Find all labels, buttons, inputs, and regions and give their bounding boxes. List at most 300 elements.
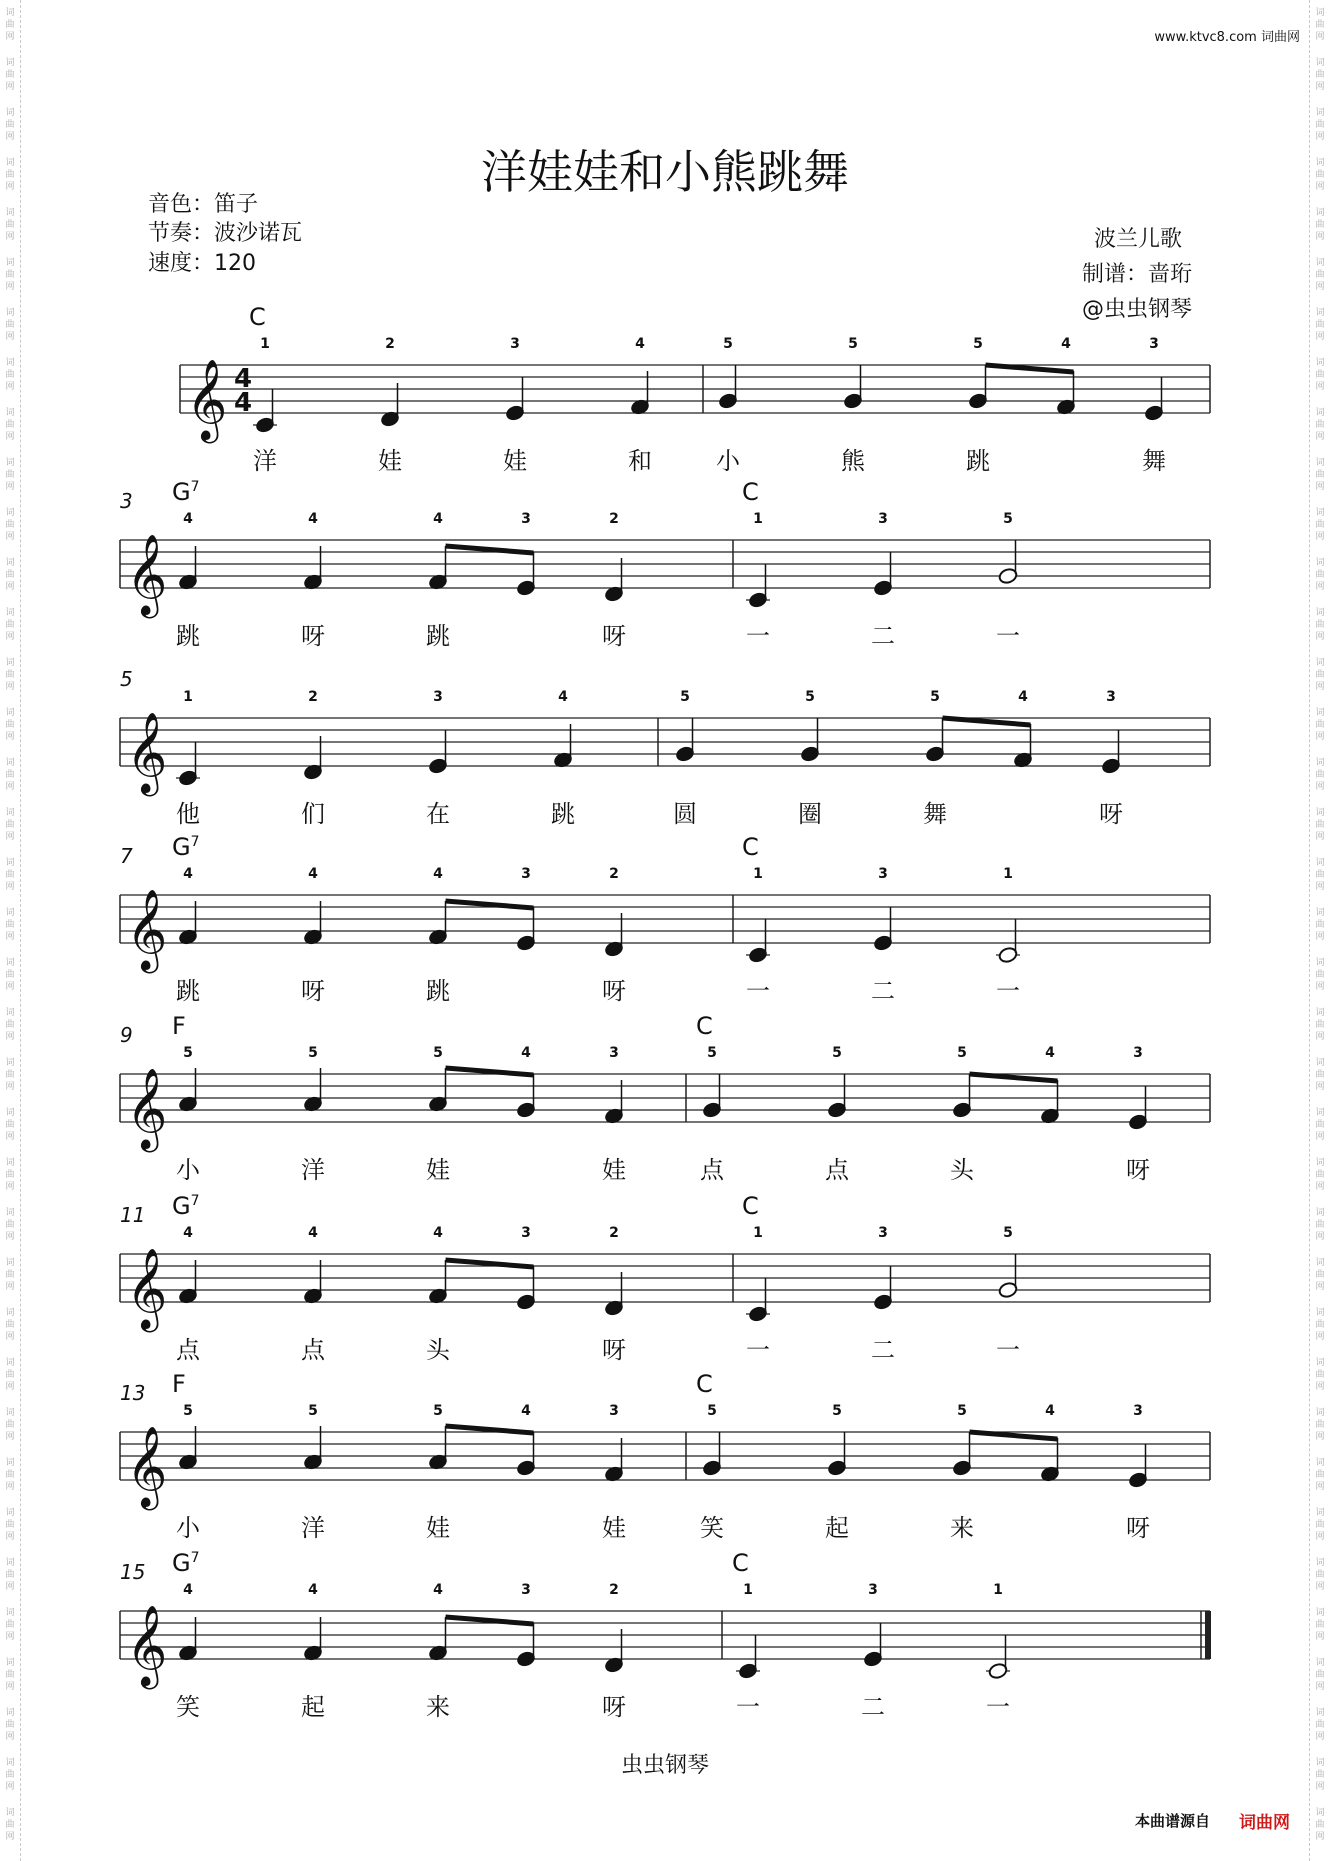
jianpu-number: 3: [1133, 1045, 1143, 1061]
watermark-glyph: 词: [5, 358, 15, 368]
watermark-glyph: 网: [5, 132, 15, 142]
watermark-glyph: 词: [1315, 608, 1325, 618]
measure-number: 3: [120, 489, 133, 513]
watermark-glyph: 网: [5, 882, 15, 892]
watermark-glyph: 曲: [1315, 1120, 1325, 1130]
note-beam: [970, 1432, 1058, 1439]
timbre-info: 音色：笛子: [148, 192, 259, 217]
chord-symbol: F: [172, 1370, 186, 1398]
watermark-glyph: 网: [1315, 982, 1325, 992]
jianpu-number: 5: [957, 1403, 967, 1419]
watermark-glyph: 曲: [5, 1220, 15, 1230]
chord-symbol: F: [172, 1012, 186, 1040]
watermark-glyph: 网: [1315, 532, 1325, 542]
watermark-glyph: 词: [1315, 308, 1325, 318]
watermark-glyph: 词: [5, 108, 15, 118]
jianpu-number: 1: [1003, 866, 1013, 882]
lyric-syllable: 跳: [966, 447, 990, 475]
lyric-syllable: 娃: [503, 447, 527, 475]
watermark-glyph: 网: [1315, 582, 1325, 592]
watermark-glyph: 词: [1315, 1058, 1325, 1068]
chord-symbol: C: [732, 1549, 749, 1577]
watermark-glyph: 曲: [1315, 1070, 1325, 1080]
watermark-glyph: 曲: [1315, 270, 1325, 280]
site-name[interactable]: 词曲网: [1260, 30, 1300, 45]
jianpu-number: 3: [1149, 336, 1159, 352]
watermark-glyph: 曲: [1315, 1420, 1325, 1430]
watermark-glyph: 词: [5, 1608, 15, 1618]
watermark-glyph: 网: [5, 632, 15, 642]
watermark-glyph: 词: [1315, 708, 1325, 718]
jianpu-number: 4: [1045, 1403, 1055, 1419]
measure-number: 5: [120, 667, 133, 691]
jianpu-number: 4: [1045, 1045, 1055, 1061]
watermark-glyph: 词: [1315, 1808, 1325, 1818]
watermark-glyph: 词: [1315, 508, 1325, 518]
watermark-glyph: 网: [1315, 1682, 1325, 1692]
watermark-glyph: 词: [1315, 1358, 1325, 1368]
jianpu-number: 2: [385, 336, 395, 352]
watermark-glyph: 词: [1315, 208, 1325, 218]
lyric-syllable: 呀: [301, 977, 325, 1005]
watermark-glyph: 词: [1315, 558, 1325, 568]
watermark-glyph: 网: [5, 82, 15, 92]
treble-clef: 𝄞: [126, 1425, 168, 1507]
lyric-syllable: 点: [301, 1336, 325, 1364]
staff-system: [120, 1549, 1211, 1721]
watermark-glyph: 网: [5, 582, 15, 592]
watermark-glyph: 网: [1315, 632, 1325, 642]
staff-system: [120, 1012, 1210, 1184]
watermark-glyph: 词: [5, 1708, 15, 1718]
watermark-glyph: 网: [5, 1682, 15, 1692]
note-beam: [986, 365, 1074, 372]
lyric-syllable: 起: [825, 1514, 849, 1542]
watermark-glyph: 曲: [5, 1070, 15, 1080]
watermark-glyph: 网: [1315, 482, 1325, 492]
watermark-glyph: 词: [1315, 1208, 1325, 1218]
watermark-glyph: 曲: [1315, 620, 1325, 630]
watermark-glyph: 网: [5, 932, 15, 942]
jianpu-number: 5: [433, 1403, 443, 1419]
watermark-glyph: 曲: [1315, 720, 1325, 730]
watermark-glyph: 曲: [1315, 1820, 1325, 1830]
watermark-glyph: 曲: [1315, 20, 1325, 30]
treble-clef: 𝄞: [126, 1604, 168, 1686]
watermark-glyph: 曲: [1315, 70, 1325, 80]
jianpu-number: 2: [609, 1582, 619, 1598]
jianpu-number: 5: [805, 689, 815, 705]
jianpu-number: 4: [433, 1582, 443, 1598]
jianpu-number: 1: [743, 1582, 753, 1598]
watermark-glyph: 曲: [5, 1170, 15, 1180]
lyric-syllable: 娃: [378, 447, 402, 475]
time-signature-bottom: 4: [234, 388, 253, 418]
watermark-glyph: 词: [5, 458, 15, 468]
lyric-syllable: 头: [426, 1336, 450, 1364]
watermark-glyph: 词: [5, 1108, 15, 1118]
watermark-glyph: 网: [1315, 782, 1325, 792]
watermark-glyph: 词: [5, 258, 15, 268]
watermark-glyph: 网: [1315, 1382, 1325, 1392]
lyric-syllable: 小: [716, 447, 740, 475]
watermark-glyph: 词: [5, 858, 15, 868]
watermark-glyph: 词: [5, 1658, 15, 1668]
watermark-glyph: 词: [1315, 1308, 1325, 1318]
watermark-glyph: 曲: [1315, 470, 1325, 480]
watermark-glyph: 曲: [5, 770, 15, 780]
jianpu-number: 5: [433, 1045, 443, 1061]
watermark-glyph: 词: [5, 1008, 15, 1018]
lyric-syllable: 在: [426, 800, 450, 828]
watermark-glyph: 网: [1315, 1182, 1325, 1192]
lyric-syllable: 洋: [301, 1514, 325, 1542]
jianpu-number: 4: [1061, 336, 1071, 352]
watermark-glyph: 词: [5, 608, 15, 618]
watermark-glyph: 曲: [1315, 1470, 1325, 1480]
watermark-glyph: 网: [5, 1432, 15, 1442]
chord-symbol: C: [742, 1192, 759, 1220]
watermark-glyph: 网: [5, 1332, 15, 1342]
watermark-glyph: 词: [1315, 358, 1325, 368]
lyric-syllable: 跳: [176, 622, 200, 650]
watermark-glyph: 曲: [5, 1770, 15, 1780]
treble-clef: 𝄞: [186, 358, 228, 440]
watermark-glyph: 网: [1315, 1732, 1325, 1742]
watermark-glyph: 词: [5, 1408, 15, 1418]
jianpu-number: 5: [832, 1403, 842, 1419]
jianpu-number: 3: [521, 1225, 531, 1241]
lyric-syllable: 圈: [798, 800, 822, 828]
jianpu-number: 5: [848, 336, 858, 352]
jianpu-number: 3: [433, 689, 443, 705]
watermark-glyph: 网: [5, 232, 15, 242]
watermark-glyph: 曲: [1315, 1370, 1325, 1380]
watermark-glyph: 网: [1315, 1332, 1325, 1342]
lyric-syllable: 一: [736, 1693, 760, 1721]
watermark-glyph: 网: [1315, 132, 1325, 142]
watermark-glyph: 词: [5, 508, 15, 518]
lyric-syllable: 洋: [301, 1156, 325, 1184]
watermark-glyph: 曲: [5, 1670, 15, 1680]
chord-symbol: C: [249, 303, 266, 331]
watermark-glyph: 曲: [5, 170, 15, 180]
watermark-glyph: 词: [5, 1808, 15, 1818]
jianpu-number: 1: [183, 689, 193, 705]
lyric-syllable: 娃: [426, 1514, 450, 1542]
measure-number: 11: [120, 1203, 146, 1227]
watermark-glyph: 网: [5, 832, 15, 842]
watermark-glyph: 网: [1315, 732, 1325, 742]
watermark-glyph: 曲: [5, 570, 15, 580]
jianpu-number: 2: [609, 511, 619, 527]
watermark-glyph: 网: [5, 1532, 15, 1542]
watermark-glyph: 词: [5, 1758, 15, 1768]
chord-symbol: $G^7$: [172, 478, 200, 506]
treble-clef: 𝄞: [126, 533, 168, 615]
staff-system: [120, 833, 1210, 1005]
watermark-glyph: 曲: [1315, 1170, 1325, 1180]
watermark-glyph: 网: [1315, 32, 1325, 42]
lyric-syllable: 呀: [1099, 800, 1123, 828]
lyric-syllable: 呀: [602, 622, 626, 650]
watermark-glyph: 曲: [5, 1620, 15, 1630]
watermark-glyph: 曲: [5, 70, 15, 80]
watermark-glyph: 网: [1315, 182, 1325, 192]
watermark-glyph: 网: [5, 482, 15, 492]
jianpu-number: 5: [183, 1403, 193, 1419]
lyric-syllable: 他: [176, 800, 200, 828]
site-url[interactable]: www.ktvc8.com: [1154, 30, 1257, 45]
watermark-glyph: 词: [1315, 58, 1325, 68]
lyric-syllable: 点: [700, 1156, 724, 1184]
watermark-glyph: 词: [5, 658, 15, 668]
lyric-syllable: 跳: [551, 800, 575, 828]
jianpu-number: 5: [680, 689, 690, 705]
lyric-syllable: 呀: [602, 1693, 626, 1721]
watermark-glyph: 网: [5, 1582, 15, 1592]
watermark-glyph: 曲: [5, 1570, 15, 1580]
lyric-syllable: 笑: [176, 1693, 200, 1721]
watermark-glyph: 网: [1315, 1082, 1325, 1092]
watermark-glyph: 网: [5, 1082, 15, 1092]
lyric-syllable: 娃: [602, 1156, 626, 1184]
jianpu-number: 3: [868, 1582, 878, 1598]
watermark-glyph: 曲: [5, 1820, 15, 1830]
lyric-syllable: 一: [996, 622, 1020, 650]
watermark-glyph: 词: [1315, 1608, 1325, 1618]
watermark-glyph: 曲: [5, 920, 15, 930]
watermark-glyph: 词: [5, 1558, 15, 1568]
watermark-glyph: 网: [1315, 1632, 1325, 1642]
watermark-glyph: 网: [5, 1732, 15, 1742]
watermark-glyph: 曲: [5, 620, 15, 630]
watermark-glyph: 曲: [1315, 1520, 1325, 1530]
watermark-glyph: 网: [1315, 1432, 1325, 1442]
watermark-glyph: 词: [5, 1258, 15, 1268]
lyric-syllable: 二: [871, 977, 895, 1005]
jianpu-number: 5: [1003, 511, 1013, 527]
lyric-syllable: 来: [426, 1693, 450, 1721]
watermark-glyph: 曲: [5, 1020, 15, 1030]
jianpu-number: 5: [183, 1045, 193, 1061]
watermark-glyph: 网: [5, 1832, 15, 1842]
watermark-glyph: 曲: [5, 270, 15, 280]
lyric-syllable: 点: [825, 1156, 849, 1184]
footer-brand: 虫虫钢琴: [620, 1753, 709, 1778]
measure-number: 9: [120, 1023, 133, 1047]
watermark-glyph: 曲: [5, 820, 15, 830]
jianpu-number: 5: [707, 1403, 717, 1419]
watermark-glyph: 网: [5, 282, 15, 292]
lyric-syllable: 呀: [1126, 1156, 1150, 1184]
watermark-glyph: 词: [1315, 258, 1325, 268]
lyric-syllable: 呀: [602, 977, 626, 1005]
staff-system: [120, 478, 1210, 650]
lyric-syllable: 们: [301, 800, 325, 828]
jianpu-number: 5: [930, 689, 940, 705]
jianpu-number: 3: [609, 1045, 619, 1061]
watermark-glyph: 曲: [1315, 370, 1325, 380]
jianpu-number: 4: [183, 866, 193, 882]
lyric-syllable: 一: [986, 1693, 1010, 1721]
footer-source-label: 本曲谱源自: [1134, 1812, 1210, 1830]
watermark-glyph: 曲: [1315, 670, 1325, 680]
chord-extension: 7: [190, 479, 200, 495]
treble-clef: 𝄞: [126, 888, 168, 970]
lyric-syllable: 来: [950, 1514, 974, 1542]
watermark-glyph: 曲: [1315, 220, 1325, 230]
watermark-glyph: 曲: [1315, 870, 1325, 880]
jianpu-number: 2: [308, 689, 318, 705]
watermark-glyph: 词: [5, 1158, 15, 1168]
footer-site-logo[interactable]: 词曲网: [1239, 1813, 1290, 1833]
jianpu-number: 3: [521, 1582, 531, 1598]
watermark-glyph: 曲: [5, 670, 15, 680]
jianpu-number: 4: [308, 1582, 318, 1598]
jianpu-number: 5: [1003, 1225, 1013, 1241]
watermark-glyph: 词: [5, 158, 15, 168]
final-barline-thick: [1205, 1611, 1211, 1659]
jianpu-number: 3: [609, 1403, 619, 1419]
chord-symbol: C: [696, 1012, 713, 1040]
watermark-glyph: 词: [1315, 1558, 1325, 1568]
watermark-glyph: 网: [1315, 82, 1325, 92]
measure-number: 15: [120, 1560, 146, 1584]
watermark-glyph: 词: [1315, 158, 1325, 168]
watermark-glyph: 词: [5, 58, 15, 68]
watermark-glyph: 曲: [5, 470, 15, 480]
watermark-glyph: 词: [1315, 808, 1325, 818]
watermark-glyph: 网: [5, 1282, 15, 1292]
lyric-syllable: 熊: [841, 447, 865, 475]
watermark-glyph: 词: [5, 408, 15, 418]
watermark-glyph: 词: [1315, 458, 1325, 468]
watermark-glyph: 词: [5, 758, 15, 768]
jianpu-number: 4: [308, 1225, 318, 1241]
watermark-glyph: 网: [5, 432, 15, 442]
jianpu-number: 3: [878, 1225, 888, 1241]
watermark-glyph: 网: [5, 1482, 15, 1492]
watermark-glyph: 词: [1315, 858, 1325, 868]
watermark-glyph: 词: [5, 1208, 15, 1218]
chord-symbol: $G^7$: [172, 1192, 200, 1220]
watermark-glyph: 曲: [1315, 120, 1325, 130]
watermark-glyph: 词: [1315, 1108, 1325, 1118]
watermark-glyph: 曲: [5, 220, 15, 230]
staff-system: [180, 303, 1210, 475]
lyric-syllable: 娃: [602, 1514, 626, 1542]
lyric-syllable: 和: [628, 447, 652, 475]
watermark-glyph: 词: [5, 558, 15, 568]
watermark-glyph: 网: [1315, 432, 1325, 442]
watermark-glyph: 网: [5, 1132, 15, 1142]
jianpu-number: 4: [433, 511, 443, 527]
lyric-syllable: 一: [746, 622, 770, 650]
staff-system: [120, 667, 1210, 828]
lyric-syllable: 小: [176, 1514, 200, 1542]
watermark-glyph: 网: [5, 782, 15, 792]
watermark-glyph: 词: [5, 1508, 15, 1518]
watermark-glyph: 网: [1315, 1782, 1325, 1792]
watermark-glyph: 词: [1315, 1158, 1325, 1168]
watermark-glyph: 曲: [5, 870, 15, 880]
watermark-glyph: 网: [1315, 1532, 1325, 1542]
watermark-glyph: 曲: [1315, 570, 1325, 580]
lyric-syllable: 起: [301, 1693, 325, 1721]
treble-clef: 𝄞: [126, 1247, 168, 1329]
jianpu-number: 4: [308, 866, 318, 882]
watermark-glyph: 网: [5, 682, 15, 692]
lyric-syllable: 一: [996, 977, 1020, 1005]
watermark-glyph: 词: [1315, 108, 1325, 118]
watermark-glyph: 曲: [1315, 920, 1325, 930]
watermark-glyph: 词: [5, 908, 15, 918]
lyric-syllable: 一: [746, 977, 770, 1005]
watermark-glyph: 曲: [1315, 320, 1325, 330]
watermark-glyph: 曲: [5, 1320, 15, 1330]
lyric-syllable: 一: [746, 1336, 770, 1364]
jianpu-number: 2: [609, 866, 619, 882]
jianpu-number: 1: [260, 336, 270, 352]
watermark-glyph: 曲: [5, 1520, 15, 1530]
watermark-glyph: 曲: [1315, 1670, 1325, 1680]
chord-symbol: C: [742, 833, 759, 861]
watermark-glyph: 网: [5, 382, 15, 392]
watermark-glyph: 词: [5, 1308, 15, 1318]
watermark-glyph: 曲: [5, 1270, 15, 1280]
watermark-glyph: 网: [5, 1382, 15, 1392]
treble-clef: 𝄞: [126, 1067, 168, 1149]
watermark-glyph: 曲: [5, 370, 15, 380]
jianpu-number: 5: [957, 1045, 967, 1061]
origin-credit: 波兰儿歌: [1094, 227, 1183, 252]
watermark-glyph: 曲: [1315, 1720, 1325, 1730]
jianpu-number: 3: [510, 336, 520, 352]
lyric-syllable: 二: [871, 1336, 895, 1364]
watermark-glyph: 曲: [1315, 820, 1325, 830]
watermark-glyph: 网: [1315, 1132, 1325, 1142]
lyric-syllable: 一: [996, 1336, 1020, 1364]
jianpu-number: 5: [308, 1403, 318, 1419]
watermark-glyph: 网: [1315, 382, 1325, 392]
jianpu-number: 4: [635, 336, 645, 352]
watermark-glyph: 网: [1315, 682, 1325, 692]
watermark-glyph: 词: [5, 1458, 15, 1468]
watermark-glyph: 曲: [1315, 1020, 1325, 1030]
jianpu-number: 3: [1106, 689, 1116, 705]
jianpu-number: 1: [753, 866, 763, 882]
jianpu-number: 1: [993, 1582, 1003, 1598]
jianpu-number: 4: [308, 511, 318, 527]
jianpu-number: 5: [707, 1045, 717, 1061]
watermark-glyph: 词: [1315, 1408, 1325, 1418]
watermark-glyph: 曲: [5, 1420, 15, 1430]
watermark-glyph: 网: [5, 332, 15, 342]
watermark-glyph: 网: [5, 732, 15, 742]
watermark-glyph: 网: [1315, 282, 1325, 292]
watermark-glyph: 词: [5, 1358, 15, 1368]
measure-number: 7: [120, 844, 133, 868]
jianpu-number: 1: [753, 511, 763, 527]
jianpu-number: 5: [723, 336, 733, 352]
note-beam: [970, 1074, 1058, 1081]
watermark-glyph: 词: [1315, 758, 1325, 768]
jianpu-number: 4: [183, 511, 193, 527]
jianpu-number: 3: [521, 511, 531, 527]
watermark-glyph: 词: [1315, 958, 1325, 968]
watermark-glyph: 词: [1315, 1708, 1325, 1718]
